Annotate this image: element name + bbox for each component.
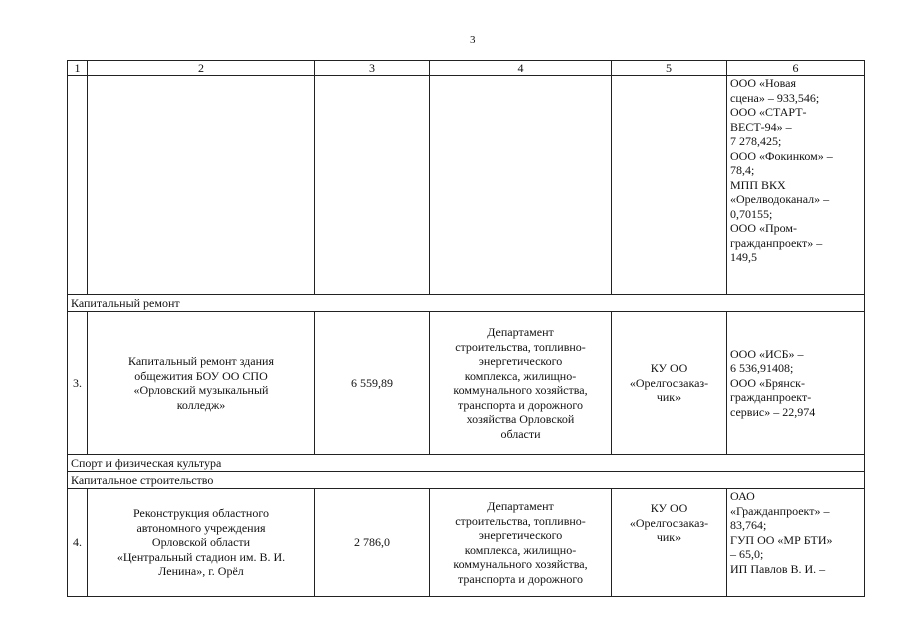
contractor-line: 7 278,425; — [730, 134, 782, 148]
department-line: транспорта и дорожного — [457, 571, 583, 586]
section-title-capital-repair: Капитальный ремонт — [68, 295, 865, 312]
table-row-continuation — [68, 76, 865, 295]
contractor-line: ООО «Фокинком» – — [730, 148, 833, 163]
header-row — [68, 61, 865, 76]
department-line: комплекса, жилищно- — [464, 542, 577, 557]
contractor-line: ООО «Новая — [730, 76, 797, 90]
object-name-cell — [88, 489, 315, 597]
department-line: энергетического — [478, 528, 563, 542]
table-row-4 — [68, 489, 865, 597]
customer-line: чик» — [656, 530, 682, 544]
customer-line: КУ ОО — [650, 501, 688, 515]
row-number: 3. — [68, 312, 88, 455]
page-number: 3 — [470, 34, 476, 46]
customer-line: чик» — [656, 390, 682, 405]
contractor-line: гражданпроект» – — [730, 235, 823, 250]
contractor-line: ВЕСТ-94» – — [730, 119, 792, 134]
department-cell — [430, 312, 612, 455]
department-line: хозяйства Орловской — [466, 412, 575, 426]
contractor-line: ООО «СТАРТ- — [730, 105, 807, 119]
contractor-line: 0,70155; — [730, 206, 773, 221]
object-name-line: общежития БОУ ОО СПО — [134, 368, 268, 383]
department-cell — [430, 489, 612, 597]
contractors-cell — [727, 489, 865, 597]
contractor-line: МПП ВКХ — [730, 177, 786, 192]
amount-cell: 2 786,0 — [315, 489, 430, 597]
contractor-line: ООО «Пром- — [730, 221, 798, 235]
contractor-line: ООО «Брянск- — [730, 375, 805, 390]
cell-empty — [88, 76, 315, 295]
amount-cell: 6 559,89 — [315, 312, 430, 455]
cell-empty — [68, 76, 88, 295]
customer-cell — [612, 489, 727, 597]
section-row — [68, 295, 865, 312]
object-name-line: Ленина», г. Орёл — [158, 564, 244, 579]
contractor-line: гражданпроект- — [730, 390, 812, 405]
department-line: энергетического — [478, 354, 563, 368]
cell-empty — [430, 76, 612, 295]
contractors-continuation-cell — [727, 76, 865, 295]
contractor-line: 149,5 — [730, 250, 757, 264]
object-name-line: колледж» — [176, 397, 226, 412]
header-col-4: 4 — [430, 61, 612, 76]
section-row — [68, 472, 865, 489]
contracts-table — [67, 60, 865, 597]
contractor-line: 78,4; — [730, 163, 755, 177]
object-name-cell — [88, 312, 315, 455]
department-line: Департамент — [487, 499, 554, 513]
department-line: строительства, топливно- — [455, 339, 586, 354]
header-col-3: 3 — [315, 61, 430, 76]
object-name-line: «Орловский музыкальный — [133, 383, 269, 397]
object-name-line: Орловской области — [151, 535, 251, 550]
object-name-line: «Центральный стадион им. В. И. — [116, 549, 286, 564]
customer-line: «Орелгосзаказ- — [629, 515, 709, 530]
contractors-cell — [727, 312, 865, 455]
object-name-line: Капитальный ремонт здания — [128, 354, 274, 368]
contractor-line: «Гражданпроект» – — [730, 503, 830, 518]
cell-empty — [612, 76, 727, 295]
header-col-6: 6 — [727, 61, 865, 76]
section-title-sport: Спорт и физическая культура — [68, 455, 865, 472]
contractor-line: ОАО — [730, 489, 755, 503]
contractor-line: ИП Павлов В. И. – — [730, 561, 826, 576]
contractor-line: «Орелводоканал» – — [730, 192, 830, 206]
section-row — [68, 455, 865, 472]
row-number: 4. — [68, 489, 88, 597]
customer-line: «Орелгосзаказ- — [629, 375, 709, 390]
table-row-3 — [68, 312, 865, 455]
customer-cell — [612, 312, 727, 455]
cell-empty — [315, 76, 430, 295]
contractor-line: сцена» – 933,546; — [730, 90, 820, 105]
department-line: коммунального хозяйства, — [453, 383, 588, 397]
header-col-5: 5 — [612, 61, 727, 76]
department-line: коммунального хозяйства, — [453, 557, 588, 571]
contractor-line: ООО «ИСБ» – — [730, 346, 804, 361]
object-name-line: автономного учреждения — [136, 520, 266, 535]
department-line: транспорта и дорожного — [457, 397, 583, 412]
contractor-line: – 65,0; — [730, 547, 764, 561]
contractor-line: ГУП ОО «МР БТИ» — [730, 532, 833, 547]
contractor-line: 6 536,91408; — [730, 361, 794, 376]
header-col-1: 1 — [68, 61, 88, 76]
department-line: области — [500, 426, 541, 441]
department-line: Департамент — [487, 325, 554, 339]
section-title-capital-construction: Капитальное строительство — [68, 472, 865, 489]
contractor-line: сервис» – 22,974 — [730, 404, 816, 419]
customer-line: КУ ОО — [650, 361, 688, 376]
department-line: комплекса, жилищно- — [464, 368, 577, 383]
contractor-line: 83,764; — [730, 518, 767, 532]
object-name-line: Реконструкция областного — [133, 506, 269, 521]
header-col-2: 2 — [88, 61, 315, 76]
department-line: строительства, топливно- — [455, 513, 586, 528]
